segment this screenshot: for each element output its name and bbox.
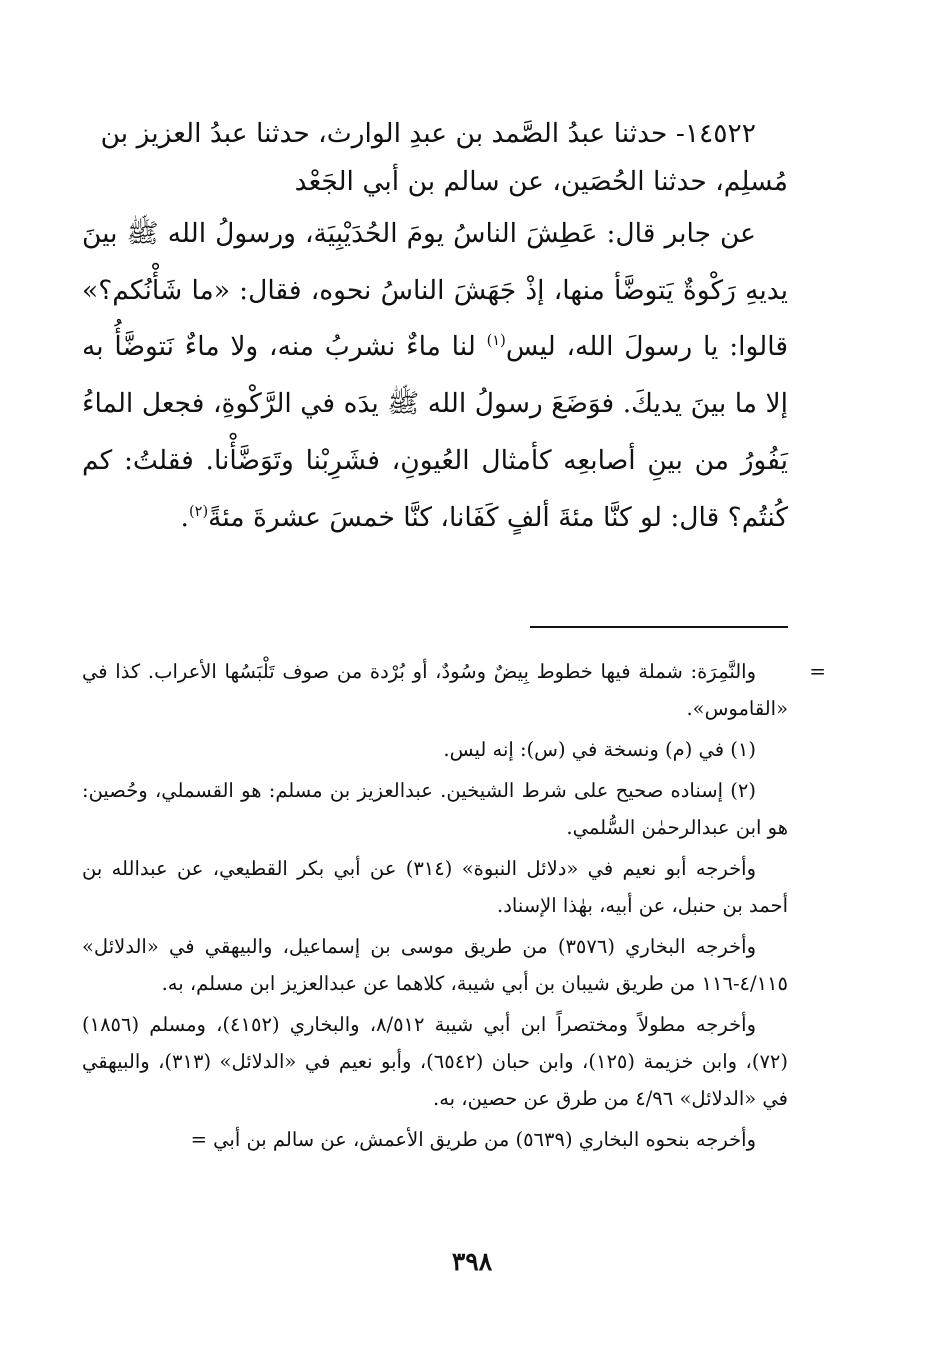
hadith-chain bbox=[82, 110, 788, 206]
footnote-separator bbox=[530, 626, 788, 628]
chain-line-2: مُسلِم، حدثنا الحُصَين، عن سالم بن أبي الجَعْد bbox=[294, 166, 788, 197]
footnote-2-para-1: وأخرجه أبو نعيم في «دلائل النبوة» (٣١٤) عن أبي بكر القطيعي، عن عبدالله بن أحمد بن حنبل، عن أبيه، بهٰذا الإسناد. bbox=[82, 857, 788, 917]
continuation-marker: = bbox=[809, 659, 826, 683]
hadith-text-part-1: عن جابر قال: عَطِشَ الناسُ يومَ الحُدَيْبِيَة، ورسولُ الله ﷺ بينَ يديهِ رَكْوةٌ يَتوضَّأ منها، إذْ جَهَشَ الناسُ نحوه، فقال: «ما شَأْنُكم؟» قالوا: يا رسولَ الله، ليس bbox=[82, 218, 788, 363]
footnote-2-para-2: وأخرجه البخاري (٣٥٧٦) من طريق موسى بن إسماعيل، والبيهقي في «الدلائل» ٤/١١٥-١١٦ من طريق شيبان بن أبي شيبة، كلاهما عن عبدالعزيز ابن مسلم، به. bbox=[82, 935, 788, 995]
footnote-2-para-3: وأخرجه مطولاً ومختصراً ابن أبي شيبة ٨/٥١٢، والبخاري (٤١٥٢)، ومسلم (١٨٥٦) (٧٢)، وابن خزيمة (١٢٥)، وابن حبان (٦٥٤٢)، وأبو نعيم في «الدلائل» (٣١٣)، والبيهقي في «الدلائل» ٤/٩٦ من طرق عن حصين، به. bbox=[82, 1013, 788, 1110]
footnote-2-para-4: وأخرجه بنحوه البخاري (٥٦٣٩) من طريق الأعمش، عن سالم بن أبي = bbox=[190, 1128, 756, 1151]
hadith-text-part-2: لنا ماءٌ نشربُ منه، ولا ماءٌ نَتوضَّأُ به إلا ما بينَ يديكَ. فوَضَعَ رسولُ الله ﷺ يدَه في الرَّكْوةِ، فجعل الماءُ يَفُورُ من بينِ أصابعِه كأمثال العُيونِ، فشَرِبْنا وتَوَضَّأْنا. فقلتُ: كم كُنتُم؟ قال: لو كنَّا مئةَ ألفٍ كَفَانا، كنَّا خمسَ عشرةَ مئةً bbox=[82, 331, 788, 533]
hadith-text-end: . bbox=[180, 501, 189, 533]
footnote-continuation: والنَّمِرَة: شملة فيها خطوط بِيضٌ وسُودٌ، أو بُرْدة من صوف تَلْبَسُها الأعراب. كذا في «القاموس». bbox=[82, 660, 788, 720]
footnote-ref-2[interactable]: (٢) bbox=[188, 502, 209, 520]
page-number: ٣٩٨ bbox=[451, 1247, 493, 1276]
footnotes bbox=[82, 653, 788, 1162]
chain-line-1: ١٤٥٢٢- حدثنا عبدُ الصَّمد بن عبدِ الوارث، حدثنا عبدُ العزيز بن bbox=[100, 118, 756, 149]
footnote-ref-1[interactable]: (١) bbox=[486, 332, 506, 350]
hadith-text bbox=[82, 206, 788, 546]
footnote-2: (٢) إسناده صحيح على شرط الشيخين. عبدالعزيز بن مسلم: هو القسملي، وحُصين: هو ابن عبدالرحمٰن السُّلمي. bbox=[82, 779, 788, 839]
footnote-1: (١) في (م) ونسخة في (س): إنه ليس. bbox=[443, 738, 756, 761]
